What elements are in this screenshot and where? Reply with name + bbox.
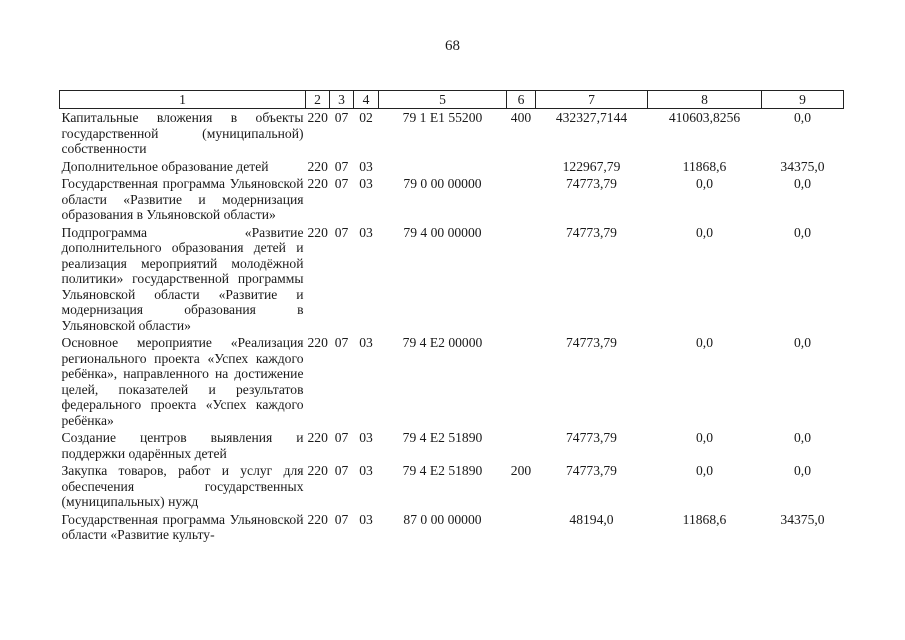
row-code-5: [379, 158, 507, 176]
row-amount-9: 0,0: [794, 224, 811, 240]
row-code-4: 03: [359, 430, 373, 445]
table-row: [60, 109, 844, 158]
row-amount-8: 0,0: [696, 430, 713, 445]
table-row: [60, 429, 844, 462]
row-code-5: 79 4 E2 00000: [402, 335, 483, 350]
row-code-3: 07: [334, 158, 349, 174]
row-amount-8: 0,0: [696, 176, 713, 191]
row-amount-9: 34375,0: [780, 158, 825, 174]
row-code-2: 220: [307, 430, 328, 445]
header-cell: 2: [306, 91, 330, 109]
row-amount-8: 0,0: [696, 463, 713, 478]
row-code-4: 03: [359, 158, 373, 174]
header-cell: 4: [354, 91, 379, 109]
row-amount-7: 122967,79: [562, 158, 621, 174]
row-code-5: 87 0 00 00000: [403, 511, 482, 527]
header-cell: 5: [379, 91, 507, 109]
row-amount-7: 74773,79: [566, 224, 617, 240]
row-name: Капитальные вложения в объекты государственной (муниципальной) собственности: [61, 110, 304, 156]
row-code-3: 07: [334, 110, 349, 125]
row-code-2: 220: [307, 463, 328, 478]
row-code-6: [507, 334, 536, 429]
table-row: [60, 175, 844, 224]
table-row: [60, 334, 844, 429]
table-row: [60, 511, 844, 544]
header-cell: 6: [507, 91, 536, 109]
row-code-2: 220: [307, 335, 328, 350]
table-row: [60, 462, 844, 511]
row-name: Основное мероприятие «Реализация регионального проекта «Успех каждого ребёнка», направленного на достижение целей, показателей и результатов федерального проекта «Успех каждого ребёнка»: [61, 335, 304, 428]
table-header: [60, 91, 844, 109]
row-code-4: 03: [359, 176, 373, 191]
row-name: Создание центров выявления и поддержки одарённых детей: [61, 430, 304, 461]
row-amount-8: 0,0: [696, 224, 713, 240]
row-code-2: 220: [307, 158, 328, 174]
row-code-3: 07: [334, 511, 349, 527]
row-code-6: [507, 511, 536, 544]
row-name: Дополнительное образование детей: [61, 158, 269, 174]
row-code-6: [507, 158, 536, 176]
row-code-3: 07: [334, 335, 349, 350]
table-body: [60, 109, 844, 544]
header-cell: 3: [330, 91, 354, 109]
row-code-3: 07: [334, 224, 349, 240]
page-number: 68: [445, 38, 460, 54]
row-amount-7: 74773,79: [566, 430, 617, 445]
row-name: Государственная программа Ульяновской области «Развитие и модернизация образования в Ульяновской области»: [61, 176, 304, 222]
row-code-6: [507, 224, 536, 335]
row-amount-8: 11868,6: [682, 511, 727, 527]
row-amount-9: 34375,0: [780, 511, 825, 527]
row-amount-9: 0,0: [794, 430, 811, 445]
row-name: Государственная программа Ульяновской области «Развитие культу-: [61, 511, 304, 542]
row-code-3: 07: [334, 430, 349, 445]
row-amount-7: 48194,0: [569, 511, 614, 527]
row-amount-8: 410603,8256: [668, 110, 741, 125]
row-code-2: 220: [307, 511, 328, 527]
row-code-5: 79 0 00 00000: [403, 176, 482, 191]
row-code-5: 79 4 00 00000: [403, 224, 482, 240]
row-amount-8: 0,0: [696, 335, 713, 350]
table-row: [60, 224, 844, 335]
header-cell: 9: [762, 91, 844, 109]
row-amount-7: 432327,7144: [555, 110, 628, 125]
row-amount-9: 0,0: [794, 335, 811, 350]
row-code-4: 03: [359, 463, 373, 478]
row-amount-9: 0,0: [794, 463, 811, 478]
row-amount-9: 0,0: [794, 110, 811, 125]
row-code-6: 400: [510, 110, 532, 125]
header-row: [60, 91, 844, 109]
row-code-4: 02: [359, 110, 373, 125]
row-code-6: 200: [510, 463, 532, 478]
row-amount-9: 0,0: [794, 176, 811, 191]
row-code-5: 79 4 E2 51890: [402, 430, 483, 445]
header-cell: 8: [648, 91, 762, 109]
row-amount-7: 74773,79: [566, 176, 617, 191]
budget-table: [59, 90, 844, 544]
header-cell: 7: [536, 91, 648, 109]
row-name: Закупка товаров, работ и услуг для обеспечения государственных (муниципальных) нужд: [61, 463, 304, 509]
row-code-6: [507, 429, 536, 462]
row-code-2: 220: [307, 110, 328, 125]
header-cell: 1: [60, 91, 306, 109]
table-row: [60, 158, 844, 176]
row-amount-7: 74773,79: [566, 463, 617, 478]
row-amount-7: 74773,79: [566, 335, 617, 350]
row-code-2: 220: [307, 224, 328, 240]
row-code-3: 07: [334, 176, 349, 191]
row-code-5: 79 4 E2 51890: [402, 463, 483, 478]
row-code-6: [507, 175, 536, 224]
row-code-2: 220: [307, 176, 328, 191]
row-code-4: 03: [359, 224, 373, 240]
row-code-4: 03: [359, 511, 373, 527]
row-code-5: 79 1 E1 55200: [402, 110, 483, 125]
row-code-3: 07: [334, 463, 349, 478]
row-amount-8: 11868,6: [682, 158, 727, 174]
row-code-4: 03: [359, 335, 373, 350]
row-name: Подпрограмма «Развитие дополнительного образования детей и реализация мероприятий молодёжной политики» государственной программы Ульяновской области «Развитие и модернизация образования в Ульяновской области»: [61, 224, 304, 333]
